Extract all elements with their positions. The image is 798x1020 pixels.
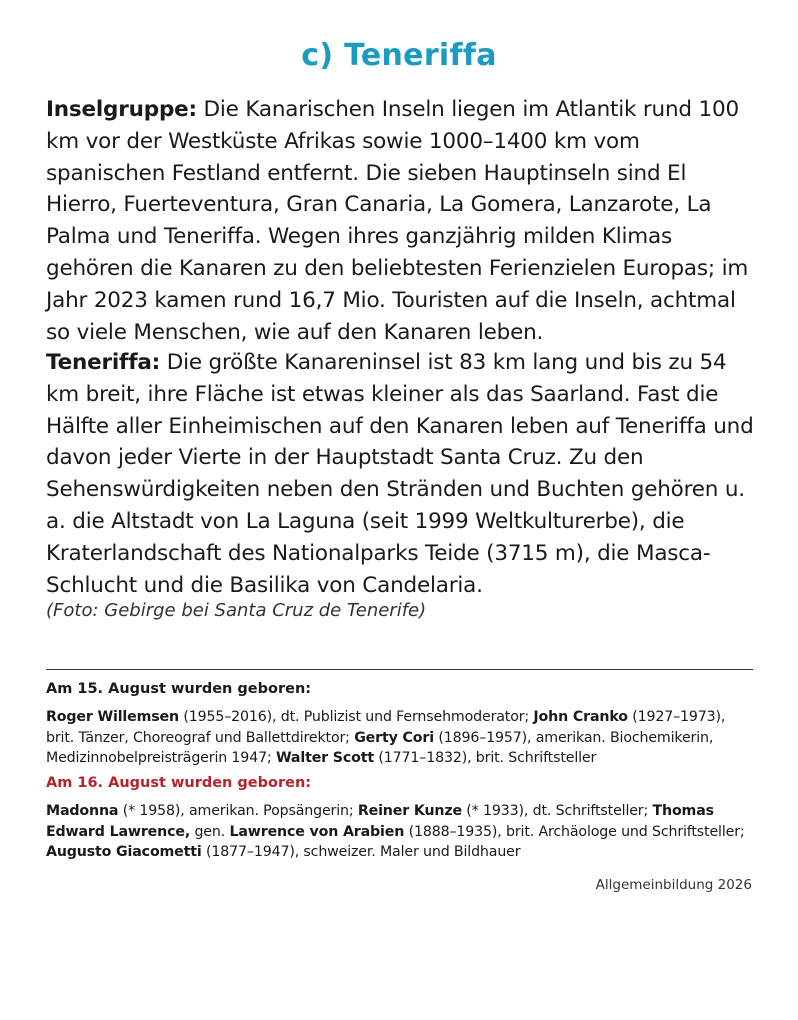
born-aug16-list bbox=[46, 801, 753, 863]
person-name: Augusto Giacometti bbox=[46, 844, 202, 860]
footer-source: Allgemeinbildung 2026 bbox=[595, 877, 752, 893]
person-name: Thomas Edward Lawrence, bbox=[46, 803, 714, 840]
person-name: Roger Willemsen bbox=[46, 709, 179, 725]
person-desc: (* 1933), dt. Schriftsteller; bbox=[461, 803, 653, 819]
paragraph-text: Die größte Kanareninsel ist 83 km lang und bis zu 54 km breit, ihre Fläche ist etwas kleiner als das Saarland. Fast die Hälfte aller Einheimischen auf den Kanaren leben auf Teneriffa und davon jeder Vierte in der Hauptstadt Santa Cruz. Zu den Sehenswürdigkeiten neben den Stränden und Buchten gehören u. a. die Altstadt von La Laguna (seit 1999 Weltkulturerbe), die Kraterlandschaft des Nationalparks Teide (3715 m), die Masca-Schlucht und die Basilika von Candelaria. bbox=[46, 350, 754, 598]
born-aug15-list bbox=[46, 707, 753, 769]
divider bbox=[46, 669, 753, 670]
person-name: Walter Scott bbox=[275, 750, 374, 766]
person-desc: (* 1958), amerikan. Popsängerin; bbox=[118, 803, 358, 819]
paragraph-lead: Teneriffa: bbox=[46, 350, 161, 375]
person-name: Gerty Cori bbox=[354, 729, 434, 746]
person-desc: gen. bbox=[190, 823, 230, 840]
page-title: c) Teneriffa bbox=[301, 38, 497, 73]
photo-caption: (Foto: Gebirge bei Santa Cruz de Tenerife) bbox=[46, 600, 427, 621]
person-name: John Cranko bbox=[533, 709, 628, 725]
born-aug15-heading: Am 15. August wurden geboren: bbox=[46, 681, 312, 697]
person-desc: (1896–1957), amerikan. Biochemikerin, Medizinnobelpreisträgerin 1947; bbox=[46, 729, 714, 766]
paragraph-inselgruppe bbox=[46, 94, 758, 348]
paragraph-teneriffa bbox=[46, 347, 758, 601]
person-desc: (1877–1947), schweizer. Maler und Bildhauer bbox=[201, 844, 521, 860]
person-name: Reiner Kunze bbox=[357, 803, 462, 819]
person-desc: (1927–1973), brit. Tänzer, Choreograf und Ballettdirektor; bbox=[46, 709, 726, 746]
person-desc: (1771–1832), brit. Schriftsteller bbox=[374, 750, 597, 766]
person-desc: (1888–1935), brit. Archäologe und Schriftsteller; bbox=[404, 823, 745, 840]
paragraph-text: Die Kanarischen Inseln liegen im Atlantik rund 100 km vor der Westküste Afrikas sowie 1000–1400 km vom spanischen Festland entfernt. Die sieben Hauptinseln sind El Hierro, Fuerteventura, Gran Canaria, La Gomera, Lanzarote, La Palma und Teneriffa. Wegen ihres ganzjährig milden Klimas gehören die Kanaren zu den beliebtesten Ferienzielen Europas; im Jahr 2023 kamen rund 16,7 Mio. Touristen auf die Inseln, achtmal so viele Menschen, wie auf den Kanaren leben. bbox=[46, 97, 749, 345]
person-desc: (1955–2016), dt. Publizist und Fernsehmoderator; bbox=[178, 709, 534, 725]
paragraph-lead: Inselgruppe: bbox=[46, 97, 197, 122]
person-name: Madonna bbox=[46, 803, 119, 819]
person-name: Lawrence von Arabien bbox=[229, 823, 405, 840]
born-aug16-heading: Am 16. August wurden geboren: bbox=[46, 775, 312, 791]
